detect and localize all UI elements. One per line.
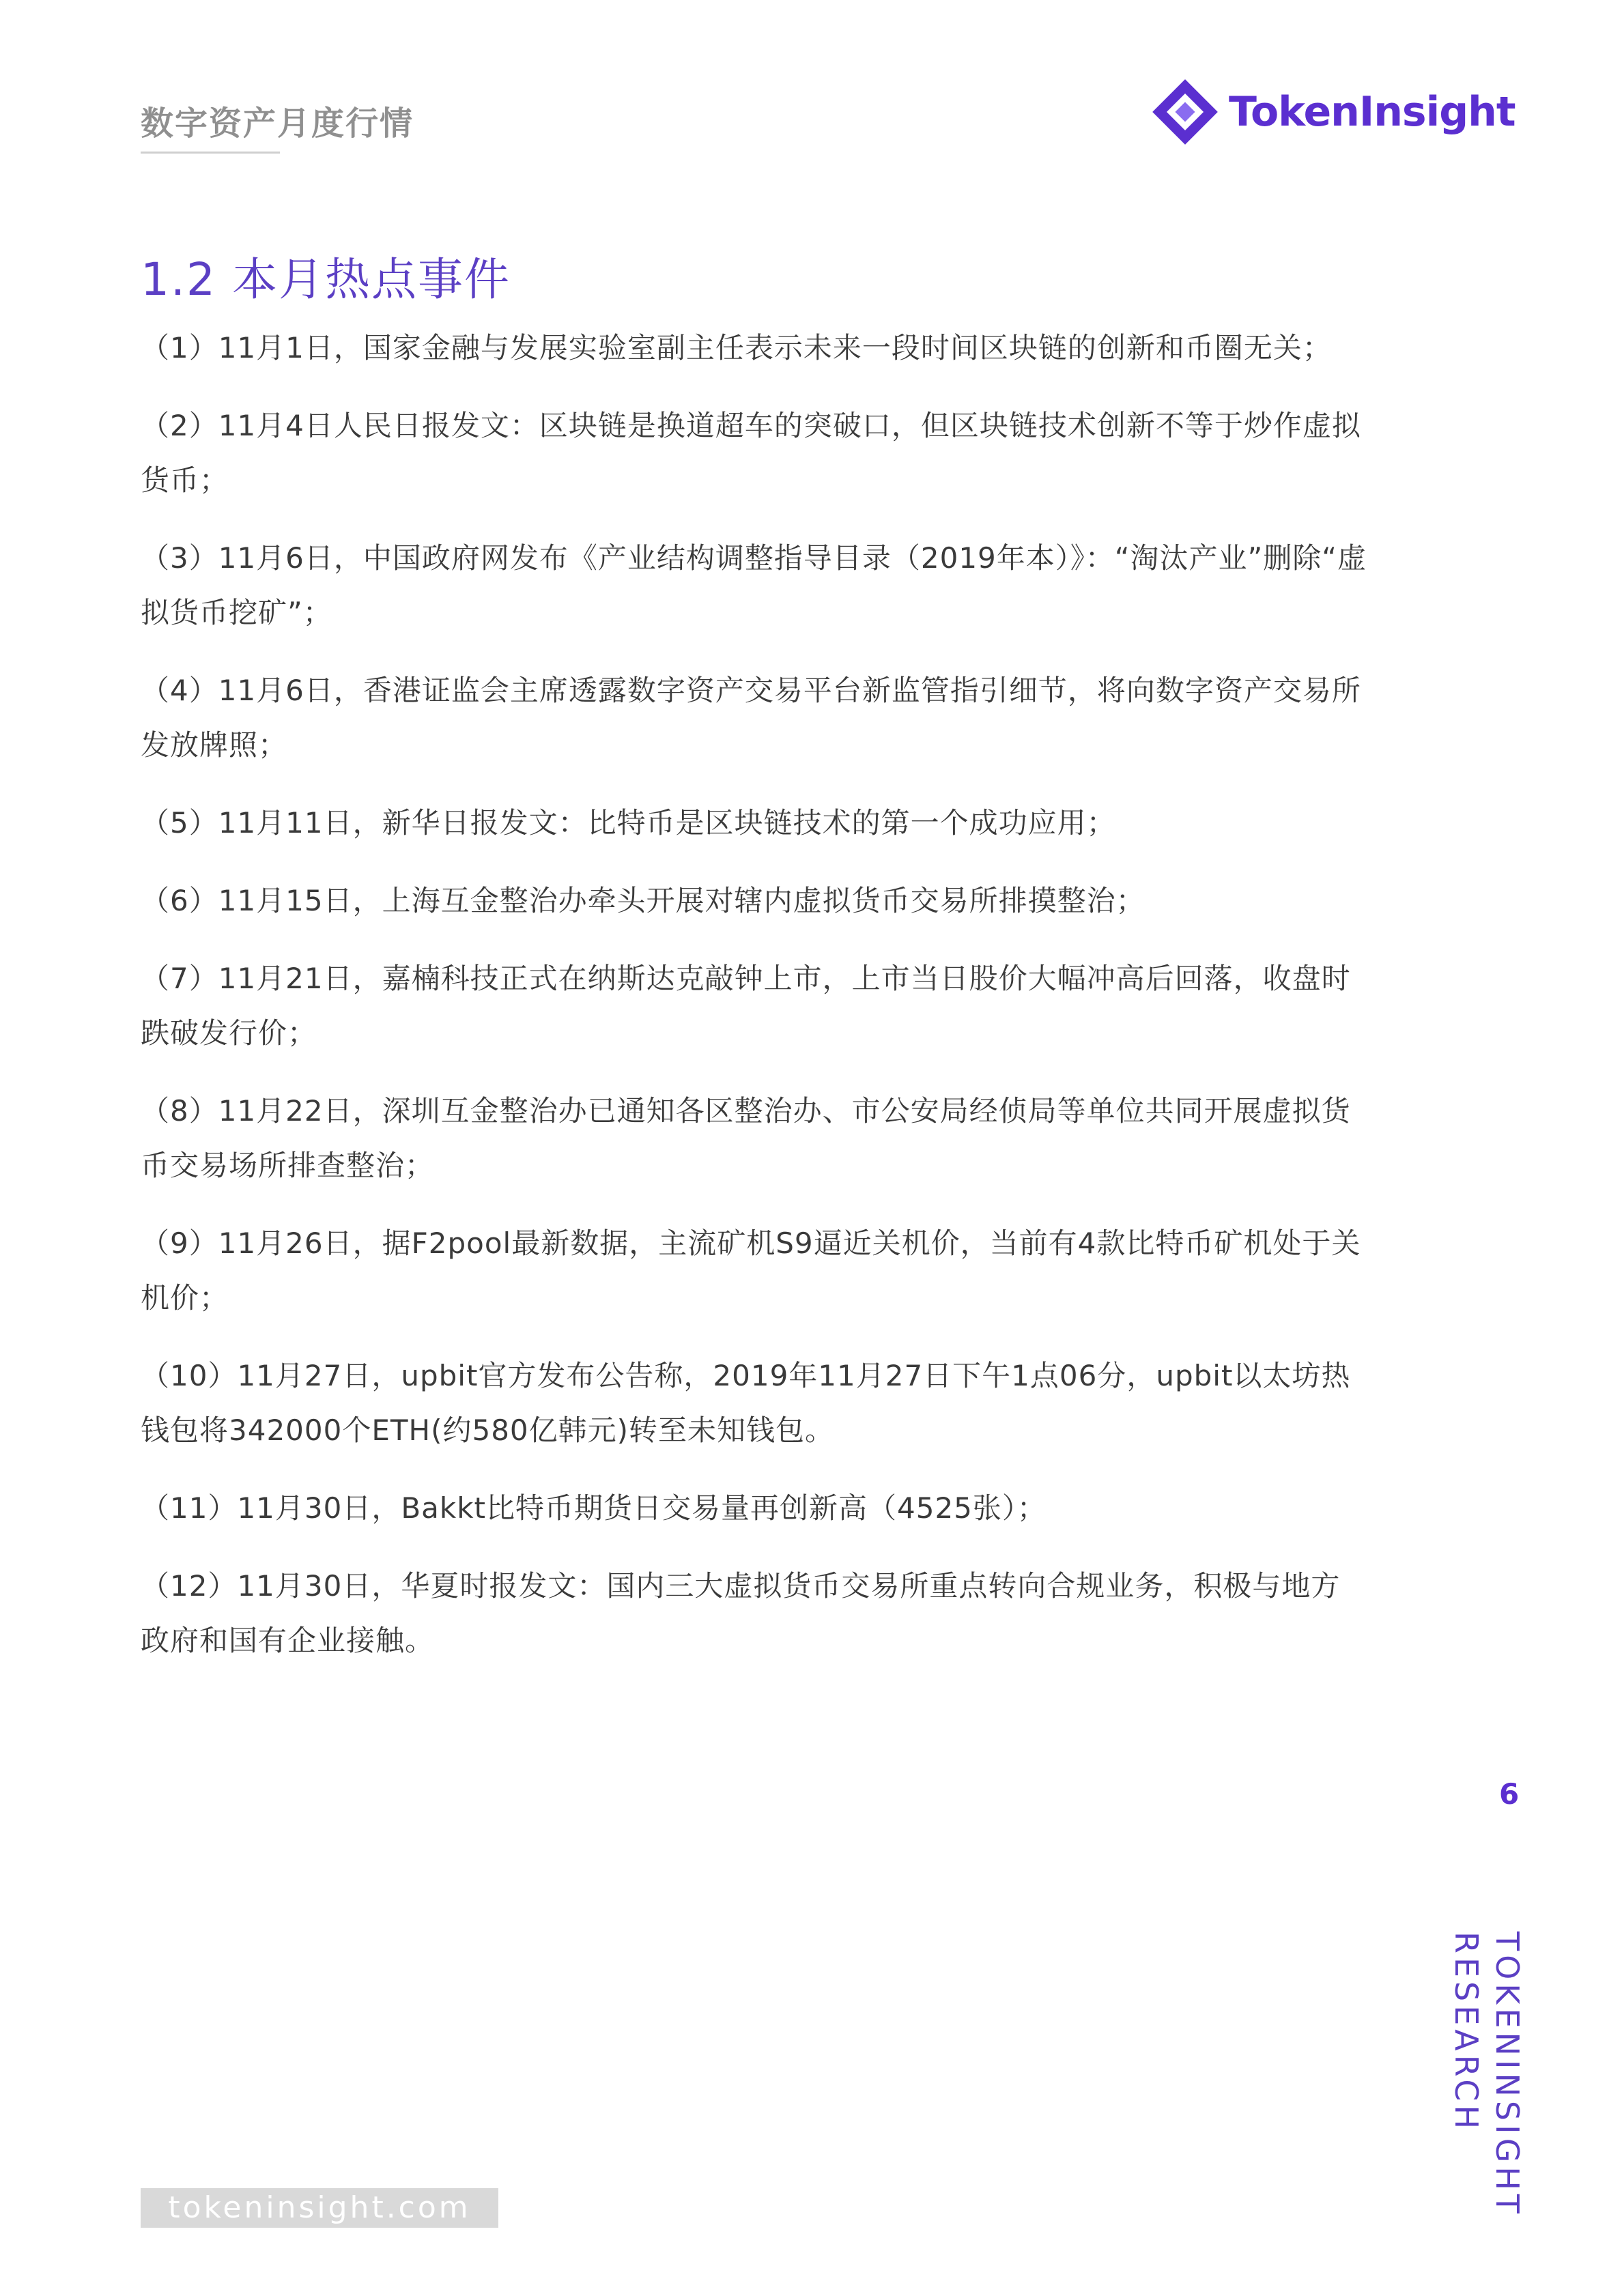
- side-brand-line1: TOKENINSIGHT: [1489, 1932, 1526, 2218]
- footer-url[interactable]: tokeninsight.com: [141, 2188, 498, 2228]
- side-brand: [1446, 1932, 1528, 2218]
- event-item: （12）11月30日，华夏时报发文：国内三大虚拟货币交易所重点转向合规业务，积极与地方政府和国有企业接触。: [141, 1569, 1341, 1657]
- event-item: （6）11月15日，上海互金整治办牵头开展对辖内虚拟货币交易所排摸整治；: [141, 884, 1146, 917]
- section-title: 1.2 本月热点事件: [141, 253, 511, 306]
- event-item: （11）11月30日，Bakkt比特币期货日交易量再创新高（4525张）；: [141, 1491, 1047, 1525]
- header-underline: [141, 152, 280, 154]
- event-item: （5）11月11日，新华日报发文：比特币是区块链技术的第一个成功应用；: [141, 806, 1116, 840]
- event-item: （1）11月1日，国家金融与发展实验室副主任表示未来一段时间区块链的创新和币圈无关；: [141, 331, 1332, 364]
- event-item: （4）11月6日，香港证监会主席透露数字资产交易平台新监管指引细节，将向数字资产交易所发放牌照；: [141, 674, 1361, 762]
- events-list: [141, 321, 1369, 1691]
- event-item: （7）11月21日，嘉楠科技正式在纳斯达克敲钟上市，上市当日股价大幅冲高后回落，收盘时跌破发行价；: [141, 962, 1351, 1050]
- document-header-title: 数字资产月度行情: [141, 104, 414, 143]
- side-brand-line2: RESEARCH: [1448, 1932, 1485, 2134]
- event-item: （9）11月26日，据F2pool最新数据，主流矿机S9逼近关机价，当前有4款比特币矿机处于关机价；: [141, 1226, 1361, 1315]
- event-item: （10）11月27日，upbit官方发布公告称，2019年11月27日下午1点06分，upbit以太坊热钱包将342000个ETH(约580亿韩元)转至未知钱包。: [141, 1359, 1351, 1447]
- logo-wordmark: TokenInsight: [1229, 88, 1516, 136]
- tokeninsight-logo-icon: [1150, 76, 1221, 147]
- event-item: （2）11月4日人民日报发文：区块链是换道超车的突破口，但区块链技术创新不等于炒作虚拟货币；: [141, 409, 1361, 497]
- event-item: （3）11月6日，中国政府网发布《产业结构调整指导目录（2019年本）》：“淘汰产业”删除“虚拟货币挖矿”；: [141, 541, 1367, 629]
- tokeninsight-logo: [1150, 78, 1516, 146]
- event-item: （8）11月22日，深圳互金整治办已通知各区整治办、市公安局经侦局等单位共同开展虚拟货币交易场所排查整治；: [141, 1094, 1351, 1182]
- page-number: 6: [1499, 1777, 1520, 1811]
